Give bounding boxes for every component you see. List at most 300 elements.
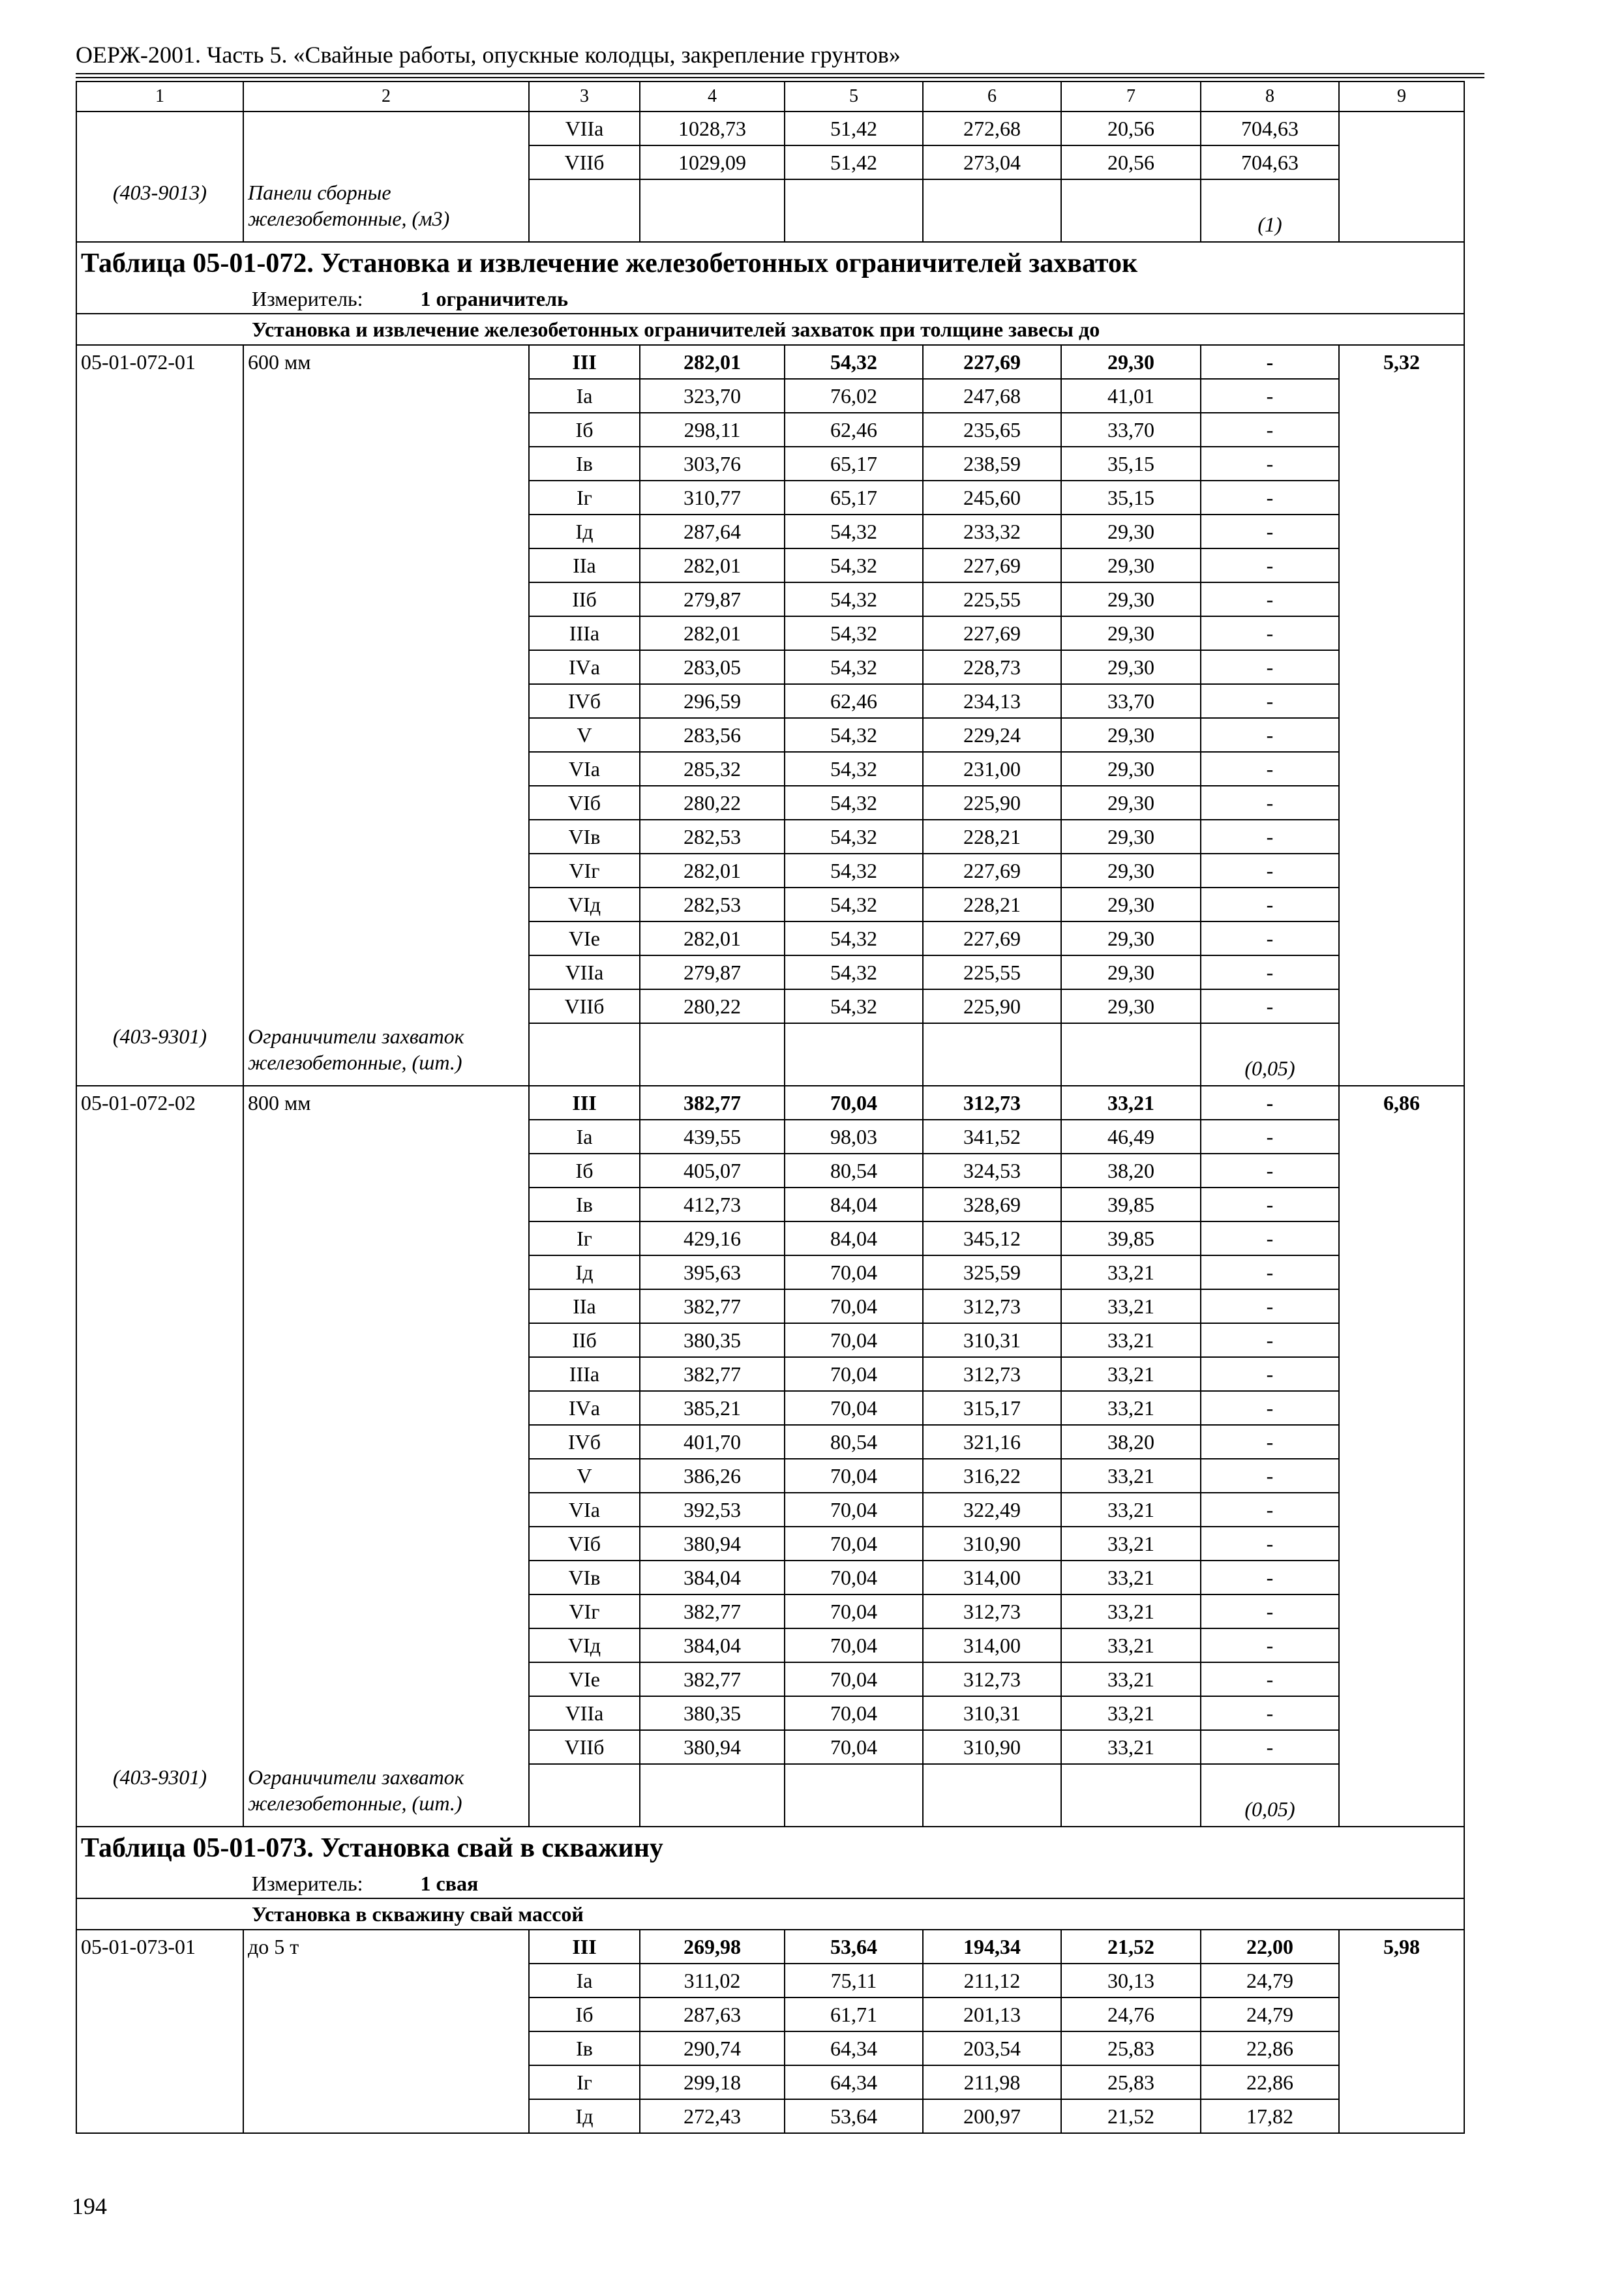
subtitle-row	[76, 1898, 1464, 1930]
rate-code-empty	[76, 989, 243, 1023]
cell-col-9	[1339, 1527, 1464, 1561]
cell-col-4: 299,18	[640, 2065, 785, 2099]
cell-col-7: 24,76	[1061, 1997, 1201, 2031]
measure-label: Измеритель:	[252, 287, 363, 310]
table-row	[76, 616, 1464, 650]
cell-col-9	[1339, 1964, 1464, 1997]
cell-col-9	[1339, 752, 1464, 786]
cell-col-7: 30,13	[1061, 1964, 1201, 1997]
cell-col-7: 33,21	[1061, 1459, 1201, 1493]
material-empty	[1339, 179, 1464, 242]
table-row	[76, 1086, 1464, 1120]
table-row	[76, 1527, 1464, 1561]
rate-code-empty	[76, 1120, 243, 1154]
rate-name-empty	[243, 650, 529, 684]
cell-col-8: -	[1201, 548, 1339, 582]
cell-col-7: 33,70	[1061, 413, 1201, 447]
cell-col-7: 29,30	[1061, 786, 1201, 820]
cell-col-6: 310,31	[923, 1696, 1061, 1730]
cell-col-5: 98,03	[785, 1120, 923, 1154]
cell-col-7: 33,70	[1061, 684, 1201, 718]
cell-col-5: 54,32	[785, 616, 923, 650]
table-row	[76, 1459, 1464, 1493]
cell-col-6: 310,90	[923, 1527, 1061, 1561]
cell-col-6: 245,60	[923, 481, 1061, 515]
cell-col-5: 70,04	[785, 1594, 923, 1628]
column-number: 8	[1201, 82, 1339, 112]
material-name: Панели сборные железобетонные, (м3)	[243, 179, 529, 242]
rate-name-empty	[243, 1255, 529, 1289]
cell-col-4: 392,53	[640, 1493, 785, 1527]
rate-code-empty	[76, 1696, 243, 1730]
cell-col-6: 315,17	[923, 1391, 1061, 1425]
cell-col-3: IIIа	[529, 1357, 640, 1391]
cell-col-4: 282,01	[640, 345, 785, 379]
rate-name-empty	[243, 1425, 529, 1459]
cell-col-4: 290,74	[640, 2031, 785, 2065]
rate-code-empty	[76, 1255, 243, 1289]
cell-col-5: 54,32	[785, 718, 923, 752]
cell-col-7: 21,52	[1061, 1930, 1201, 1964]
cell-col-6: 200,97	[923, 2099, 1061, 2133]
cell-col-7: 33,21	[1061, 1561, 1201, 1594]
material-empty	[1339, 1764, 1464, 1827]
cell-col-7: 29,30	[1061, 820, 1201, 854]
cell-col-9: 5,98	[1339, 1930, 1464, 1964]
rate-code-empty	[76, 786, 243, 820]
cell-col-7: 33,21	[1061, 1594, 1201, 1628]
cell-col-3: VIг	[529, 1594, 640, 1628]
cell-col-5: 54,32	[785, 820, 923, 854]
table-row	[76, 1964, 1464, 1997]
cell-col-8: -	[1201, 616, 1339, 650]
cell-col-5: 62,46	[785, 684, 923, 718]
table-row	[76, 1289, 1464, 1323]
cell-col-3: VIв	[529, 820, 640, 854]
cell-col-8: -	[1201, 1561, 1339, 1594]
cell-col-4: 382,77	[640, 1662, 785, 1696]
page-header: ОЕРЖ-2001. Часть 5. «Свайные работы, опускные колодцы, закрепление грунтов»	[76, 42, 901, 68]
rate-name-empty	[243, 582, 529, 616]
cell-col-5: 54,32	[785, 650, 923, 684]
cell-col-4: 303,76	[640, 447, 785, 481]
material-empty	[1061, 179, 1201, 242]
cell-col-4: 282,01	[640, 616, 785, 650]
measure-row	[76, 1869, 1464, 1898]
cell-col-3: VIа	[529, 1493, 640, 1527]
rate-name: до 5 т	[243, 1930, 529, 1964]
cell-col-3: IVб	[529, 684, 640, 718]
cell-col-9	[1339, 650, 1464, 684]
cell-col-7: 21,52	[1061, 2099, 1201, 2133]
rate-code-empty	[76, 112, 243, 145]
cell-col-8: -	[1201, 413, 1339, 447]
cell-col-6: 312,73	[923, 1594, 1061, 1628]
page-number: 194	[72, 2193, 107, 2219]
cell-col-8: -	[1201, 854, 1339, 888]
table-row	[76, 888, 1464, 921]
table-row	[76, 112, 1464, 145]
cell-col-6: 211,98	[923, 2065, 1061, 2099]
cell-col-4: 429,16	[640, 1221, 785, 1255]
cell-col-4: 380,35	[640, 1696, 785, 1730]
cell-col-4: 282,53	[640, 888, 785, 921]
cell-col-6: 227,69	[923, 616, 1061, 650]
cell-col-6: 238,59	[923, 447, 1061, 481]
table-row	[76, 515, 1464, 548]
cell-col-3: VIIа	[529, 112, 640, 145]
cell-col-8: 24,79	[1201, 1964, 1339, 1997]
rate-code-empty	[76, 1964, 243, 1997]
cell-col-6: 273,04	[923, 145, 1061, 179]
cell-col-6: 312,73	[923, 1662, 1061, 1696]
rate-code-empty	[76, 379, 243, 413]
cell-col-7: 39,85	[1061, 1221, 1201, 1255]
material-name: Ограничители захваток железобетонные, (шт.)	[243, 1764, 529, 1827]
cell-col-7: 25,83	[1061, 2065, 1201, 2099]
rate-code-empty	[76, 684, 243, 718]
cell-col-8: 22,86	[1201, 2031, 1339, 2065]
cell-col-5: 70,04	[785, 1323, 923, 1357]
material-empty	[640, 1023, 785, 1086]
cell-col-8: -	[1201, 345, 1339, 379]
cell-col-9	[1339, 1425, 1464, 1459]
material-empty	[923, 1764, 1061, 1827]
rate-name-empty	[243, 1493, 529, 1527]
column-number: 6	[923, 82, 1061, 112]
header-rule	[76, 73, 1484, 74]
cell-col-6: 233,32	[923, 515, 1061, 548]
rate-code-empty	[76, 1493, 243, 1527]
rate-code: 05-01-072-02	[76, 1086, 243, 1120]
rate-name-empty	[243, 2031, 529, 2065]
cell-col-5: 75,11	[785, 1964, 923, 1997]
cell-col-7: 29,30	[1061, 989, 1201, 1023]
cell-col-7: 33,21	[1061, 1086, 1201, 1120]
cell-col-4: 285,32	[640, 752, 785, 786]
cell-col-9	[1339, 1188, 1464, 1221]
cell-col-3: Iд	[529, 2099, 640, 2133]
cell-col-5: 70,04	[785, 1561, 923, 1594]
rate-code: 05-01-072-01	[76, 345, 243, 379]
cell-col-4: 382,77	[640, 1289, 785, 1323]
column-number: 9	[1339, 82, 1464, 112]
material-empty	[529, 1023, 640, 1086]
rate-name-empty	[243, 1154, 529, 1188]
cell-col-9	[1339, 1594, 1464, 1628]
cell-col-3: VIе	[529, 1662, 640, 1696]
cell-col-4: 280,22	[640, 786, 785, 820]
table-row	[76, 854, 1464, 888]
rate-code-empty	[76, 955, 243, 989]
rate-code-empty	[76, 1154, 243, 1188]
cell-col-6: 345,12	[923, 1221, 1061, 1255]
rate-name-empty	[243, 1323, 529, 1357]
cell-col-6: 227,69	[923, 921, 1061, 955]
cell-col-7: 29,30	[1061, 888, 1201, 921]
cell-col-8: 22,00	[1201, 1930, 1339, 1964]
table-row	[76, 955, 1464, 989]
rate-code-empty	[76, 1459, 243, 1493]
cell-col-4: 412,73	[640, 1188, 785, 1221]
cell-col-9	[1339, 515, 1464, 548]
material-row	[76, 1023, 1464, 1086]
cell-col-5: 80,54	[785, 1425, 923, 1459]
rate-code-empty	[76, 2099, 243, 2133]
cell-col-9	[1339, 1289, 1464, 1323]
cell-col-5: 70,04	[785, 1357, 923, 1391]
rate-name-empty	[243, 2065, 529, 2099]
cell-col-8: -	[1201, 1154, 1339, 1188]
cell-col-9	[1339, 786, 1464, 820]
cell-col-9	[1339, 718, 1464, 752]
cell-col-5: 70,04	[785, 1493, 923, 1527]
material-code: (403-9013)	[76, 179, 243, 242]
rate-name-empty	[243, 1120, 529, 1154]
cell-col-9: 6,86	[1339, 1086, 1464, 1120]
rate-name-empty	[243, 752, 529, 786]
cell-col-8: -	[1201, 1391, 1339, 1425]
cell-col-9	[1339, 921, 1464, 955]
cell-col-3: Iв	[529, 2031, 640, 2065]
cell-col-4: 279,87	[640, 955, 785, 989]
rate-name-empty	[243, 1662, 529, 1696]
rate-code-empty	[76, 820, 243, 854]
cell-col-5: 54,32	[785, 582, 923, 616]
cell-col-4: 1028,73	[640, 112, 785, 145]
rate-code-empty	[76, 1221, 243, 1255]
cell-col-6: 227,69	[923, 345, 1061, 379]
cell-col-5: 54,32	[785, 921, 923, 955]
measure-label: Измеритель:	[252, 1872, 363, 1895]
rate-name-empty	[243, 1221, 529, 1255]
cell-col-3: VIIб	[529, 145, 640, 179]
cell-col-3: V	[529, 718, 640, 752]
table-row	[76, 820, 1464, 854]
cell-col-9	[1339, 2099, 1464, 2133]
rate-name-empty	[243, 1730, 529, 1764]
cell-col-3: Iа	[529, 1964, 640, 1997]
table-title-row	[76, 1827, 1464, 1869]
cell-col-4: 395,63	[640, 1255, 785, 1289]
material-empty	[785, 1023, 923, 1086]
cell-col-5: 70,04	[785, 1459, 923, 1493]
measure-unit: 1 ограничитель	[420, 287, 568, 310]
table-row	[76, 1188, 1464, 1221]
cell-col-6: 228,73	[923, 650, 1061, 684]
rate-name-empty	[243, 1459, 529, 1493]
cell-col-4: 272,43	[640, 2099, 785, 2133]
table-row	[76, 345, 1464, 379]
cell-col-6: 310,31	[923, 1323, 1061, 1357]
table-row	[76, 1323, 1464, 1357]
column-number: 4	[640, 82, 785, 112]
cell-col-3: Iв	[529, 1188, 640, 1221]
table-row	[76, 1997, 1464, 2031]
cell-col-4: 269,98	[640, 1930, 785, 1964]
cell-col-3: VIIа	[529, 955, 640, 989]
rate-name: 800 мм	[243, 1086, 529, 1120]
rate-name-empty	[243, 1391, 529, 1425]
rate-name-empty	[243, 548, 529, 582]
cell-col-6: 203,54	[923, 2031, 1061, 2065]
table-row	[76, 379, 1464, 413]
material-code: (403-9301)	[76, 1764, 243, 1827]
table-subtitle: Установка в скважину свай массой	[76, 1898, 1464, 1930]
cell-col-3: VIIб	[529, 989, 640, 1023]
table-row	[76, 2031, 1464, 2065]
cell-col-7: 29,30	[1061, 752, 1201, 786]
table-row	[76, 145, 1464, 179]
table-row	[76, 921, 1464, 955]
cell-col-4: 382,77	[640, 1086, 785, 1120]
table-row	[76, 1628, 1464, 1662]
cell-col-6: 201,13	[923, 1997, 1061, 2031]
table-row	[76, 548, 1464, 582]
cell-col-4: 386,26	[640, 1459, 785, 1493]
rate-code-empty	[76, 2065, 243, 2099]
rate-code-empty	[76, 888, 243, 921]
cell-col-9: 5,32	[1339, 345, 1464, 379]
cell-col-9	[1339, 1730, 1464, 1764]
rate-name-empty	[243, 989, 529, 1023]
cell-col-4: 385,21	[640, 1391, 785, 1425]
rate-name-empty	[243, 1964, 529, 1997]
table-title: Таблица 05-01-072. Установка и извлечение железобетонных ограничителей захваток	[76, 242, 1464, 284]
cell-col-6: 341,52	[923, 1120, 1061, 1154]
cell-col-7: 33,21	[1061, 1662, 1201, 1696]
cell-col-5: 84,04	[785, 1188, 923, 1221]
header-rule-2	[76, 77, 1484, 78]
cell-col-7: 39,85	[1061, 1188, 1201, 1221]
table-row	[76, 2099, 1464, 2133]
cell-col-8: -	[1201, 650, 1339, 684]
rate-name-empty	[243, 1188, 529, 1221]
rate-code-empty	[76, 616, 243, 650]
cell-col-8: 17,82	[1201, 2099, 1339, 2133]
cell-col-3: IVа	[529, 1391, 640, 1425]
cell-col-3: IIIа	[529, 616, 640, 650]
cell-col-7: 29,30	[1061, 616, 1201, 650]
rate-name-empty	[243, 1997, 529, 2031]
cell-col-8: -	[1201, 1289, 1339, 1323]
column-number-row	[76, 82, 1464, 112]
cell-col-4: 279,87	[640, 582, 785, 616]
cell-col-5: 51,42	[785, 145, 923, 179]
cell-col-9	[1339, 582, 1464, 616]
table-row	[76, 1154, 1464, 1188]
cell-col-3: Iб	[529, 1154, 640, 1188]
rate-code-empty	[76, 1730, 243, 1764]
cell-col-4: 310,77	[640, 481, 785, 515]
cell-col-6: 227,69	[923, 854, 1061, 888]
cell-col-3: VIIб	[529, 1730, 640, 1764]
cell-col-3: Iа	[529, 1120, 640, 1154]
rate-name-empty	[243, 786, 529, 820]
cell-col-3: VIв	[529, 1561, 640, 1594]
cell-col-6: 325,59	[923, 1255, 1061, 1289]
cell-col-3: VIб	[529, 1527, 640, 1561]
cell-col-8: -	[1201, 718, 1339, 752]
cell-col-5: 51,42	[785, 112, 923, 145]
cell-col-3: IIб	[529, 582, 640, 616]
cell-col-6: 312,73	[923, 1289, 1061, 1323]
table-row	[76, 684, 1464, 718]
rate-code-empty	[76, 1188, 243, 1221]
cell-col-3: Iг	[529, 2065, 640, 2099]
cell-col-6: 328,69	[923, 1188, 1061, 1221]
material-code: (403-9301)	[76, 1023, 243, 1086]
material-qty: (1)	[1201, 179, 1339, 242]
rate-code-empty	[76, 447, 243, 481]
cell-col-8: -	[1201, 447, 1339, 481]
cell-col-8: -	[1201, 820, 1339, 854]
material-name: Ограничители захваток железобетонные, (шт.)	[243, 1023, 529, 1086]
cell-col-4: 296,59	[640, 684, 785, 718]
rate-code-empty	[76, 515, 243, 548]
cell-col-7: 33,21	[1061, 1730, 1201, 1764]
rate-code-empty	[76, 413, 243, 447]
measure-row	[76, 284, 1464, 314]
cell-col-6: 316,22	[923, 1459, 1061, 1493]
cell-col-9	[1339, 112, 1464, 145]
cell-col-4: 282,01	[640, 921, 785, 955]
cell-col-3: VIIа	[529, 1696, 640, 1730]
cell-col-5: 65,17	[785, 481, 923, 515]
rate-name-empty	[243, 1561, 529, 1594]
cell-col-3: VIд	[529, 1628, 640, 1662]
cell-col-9	[1339, 1628, 1464, 1662]
cell-col-5: 54,32	[785, 854, 923, 888]
cell-col-6: 247,68	[923, 379, 1061, 413]
cell-col-3: Iа	[529, 379, 640, 413]
cell-col-5: 64,34	[785, 2031, 923, 2065]
cell-col-9	[1339, 2065, 1464, 2099]
cell-col-8: -	[1201, 1730, 1339, 1764]
rate-code-empty	[76, 481, 243, 515]
cell-col-8: 22,86	[1201, 2065, 1339, 2099]
cell-col-8: -	[1201, 888, 1339, 921]
cell-col-8: -	[1201, 1459, 1339, 1493]
table-row	[76, 1221, 1464, 1255]
cell-col-9	[1339, 854, 1464, 888]
cell-col-9	[1339, 1357, 1464, 1391]
cell-col-8: -	[1201, 684, 1339, 718]
cell-col-7: 35,15	[1061, 447, 1201, 481]
cell-col-9	[1339, 1561, 1464, 1594]
table-row	[76, 1696, 1464, 1730]
cell-col-7: 29,30	[1061, 718, 1201, 752]
cell-col-4: 401,70	[640, 1425, 785, 1459]
cell-col-4: 282,01	[640, 548, 785, 582]
cell-col-6: 231,00	[923, 752, 1061, 786]
table-row	[76, 1255, 1464, 1289]
cell-col-9	[1339, 888, 1464, 921]
material-row	[76, 179, 1464, 242]
cell-col-3: Iг	[529, 1221, 640, 1255]
cell-col-9	[1339, 1696, 1464, 1730]
cell-col-3: Iв	[529, 447, 640, 481]
cell-col-5: 53,64	[785, 2099, 923, 2133]
column-number: 1	[76, 82, 243, 112]
rate-name-empty	[243, 854, 529, 888]
cell-col-5: 70,04	[785, 1696, 923, 1730]
cell-col-4: 283,56	[640, 718, 785, 752]
material-empty	[640, 179, 785, 242]
rate-code-empty	[76, 1289, 243, 1323]
rate-name-empty	[243, 718, 529, 752]
table-row	[76, 1930, 1464, 1964]
